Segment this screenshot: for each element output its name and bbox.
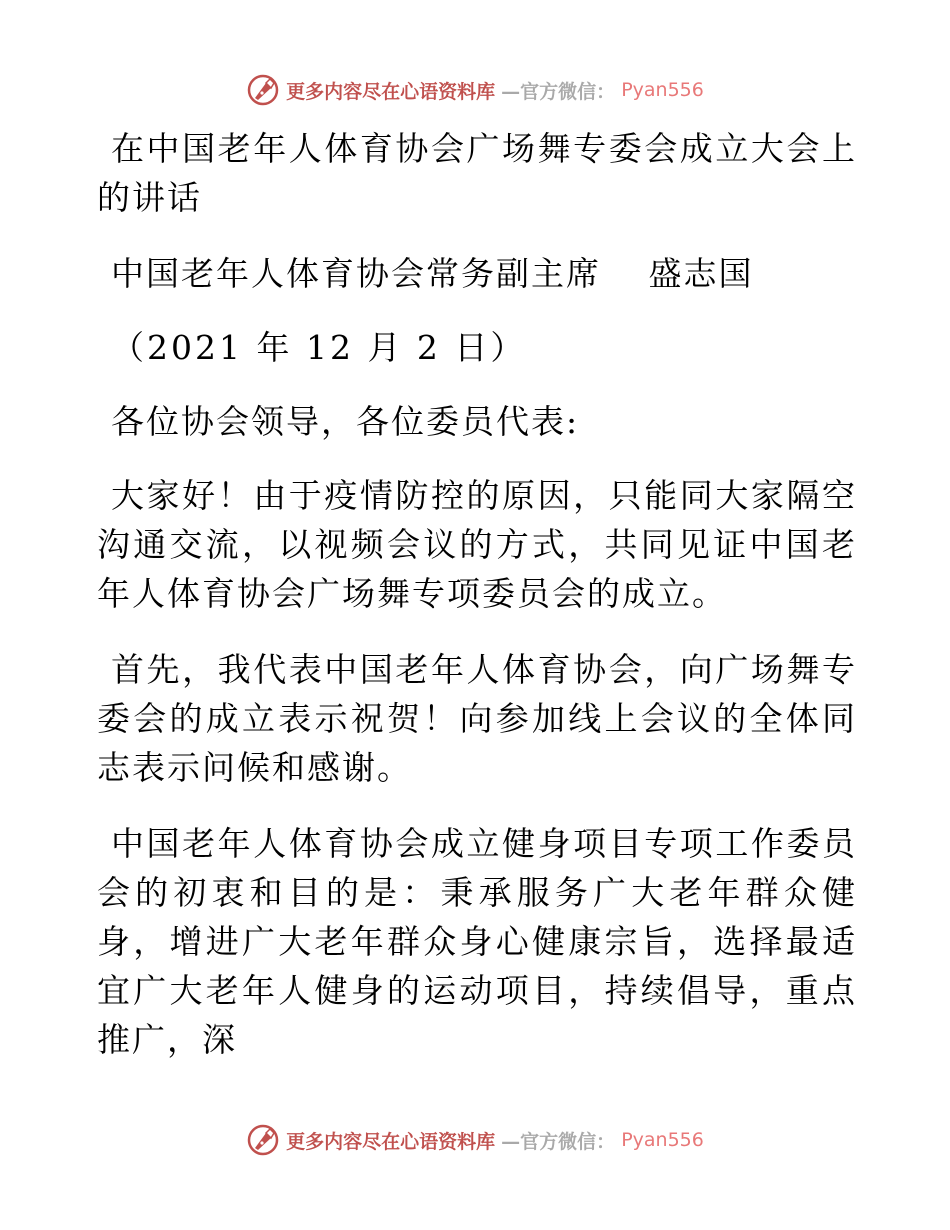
document-title: 在中国老年人体育协会广场舞专委会成立大会上的讲话	[97, 129, 857, 217]
watermark-official-text: —官方微信：	[501, 80, 616, 103]
document-date: （2021 年 12 月 2 日）	[111, 328, 527, 367]
header-watermark	[0, 70, 950, 110]
paragraph: 中国老年人体育协会成立健身项目专项工作委员会的初衷和目的是：秉承服务广大老年群众健身，增进广大老年群众身心健康宗旨，选择最适宜广大老年人健身的运动项目，持续倡导，重点推广，深	[97, 824, 857, 1059]
watermark-site-text: 更多内容尽在心语资料库	[286, 80, 496, 103]
document-author: 中国老年人体育协会常务副主席 盛志国	[111, 254, 754, 293]
paragraph: 大家好！由于疫情防控的原因，只能同大家隔空沟通交流，以视频会议的方式，共同见证中国老年人体育协会广场舞专项委员会的成立。	[97, 476, 857, 613]
document-salutation: 各位协会领导，各位委员代表:	[111, 402, 580, 441]
footer-watermark	[0, 1120, 950, 1160]
watermark-site-text: 更多内容尽在心语资料库	[286, 1130, 496, 1153]
watermark-handle: Pyan556	[621, 79, 704, 101]
watermark-official-text: —官方微信：	[501, 1130, 616, 1153]
watermark-handle: Pyan556	[621, 1129, 704, 1151]
pen-nib-logo-icon	[246, 1123, 280, 1157]
document-body	[97, 124, 857, 1091]
pen-nib-logo-icon	[246, 73, 280, 107]
paragraph: 首先，我代表中国老年人体育协会，向广场舞专委会的成立表示祝贺！向参加线上会议的全体同志表示问候和感谢。	[97, 650, 857, 787]
